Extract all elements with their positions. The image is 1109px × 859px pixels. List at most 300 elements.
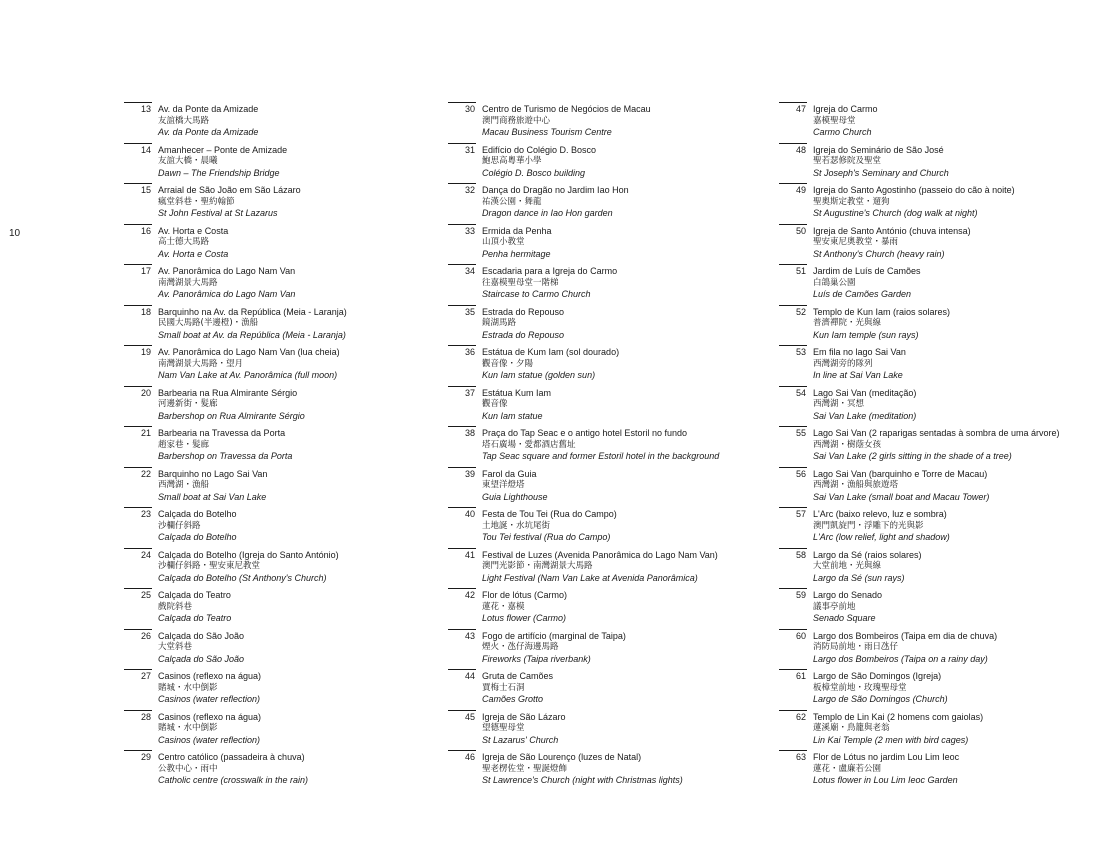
entry-captions <box>813 347 906 382</box>
entry-number: 23 <box>140 509 151 519</box>
caption-english: Av. Horta e Costa <box>158 248 229 259</box>
caption-english: Largo da Sé (sun rays) <box>813 572 905 583</box>
caption-english: Sai Van Lake (small boat and Macau Tower) <box>813 491 990 502</box>
caption-portuguese: Igreja do Carmo <box>813 104 878 114</box>
index-entry <box>124 183 424 224</box>
caption-english: Tap Seac square and former Estoril hotel in the background <box>482 451 720 461</box>
index-entry <box>124 345 424 386</box>
entry-number: 16 <box>140 225 151 236</box>
entry-number: 45 <box>464 711 475 722</box>
caption-portuguese: Flor de Lótus no jardim Lou Lim Ieoc <box>813 752 960 762</box>
index-entry <box>448 426 748 467</box>
index-entry <box>779 426 1079 467</box>
caption-chinese: 蓮溪廟・鳥籠與老翁 <box>813 723 890 733</box>
caption-portuguese: Edifício do Colégio D. Bosco <box>482 144 597 155</box>
caption-chinese: 澳門凱旋門・浮雕下的光與影 <box>813 520 924 531</box>
index-entry <box>779 588 1079 629</box>
entry-rule <box>779 143 807 144</box>
caption-chinese: 土地誕・水坑尾街 <box>482 520 551 531</box>
caption-english: L'Arc (low relief, light and shadow) <box>813 532 950 542</box>
entry-captions <box>813 226 971 261</box>
caption-english: Dawn – The Friendship Bridge <box>158 167 280 178</box>
index-entry <box>124 588 424 629</box>
caption-portuguese: Praça do Tap Seac e o antigo hotel Estoril no fundo <box>482 428 687 438</box>
entry-rule <box>779 183 807 184</box>
entry-rule <box>124 629 152 630</box>
caption-english: Calçada do São João <box>158 653 245 664</box>
caption-portuguese: Jardim de Luís de Camões <box>813 266 921 276</box>
caption-chinese: 普濟禪院・光與線 <box>813 318 882 328</box>
entry-rule <box>779 467 807 468</box>
index-entry <box>779 750 1079 791</box>
caption-portuguese: Barquinho na Av. da República (Meia - Laranja) <box>158 306 347 317</box>
caption-chinese: 賭城・水中倒影 <box>158 723 218 733</box>
caption-english: Fireworks (Taipa riverbank) <box>482 653 591 664</box>
entry-number: 49 <box>795 185 806 195</box>
entry-number: 40 <box>464 509 475 519</box>
entry-captions <box>158 469 267 504</box>
caption-chinese: 瘋堂斜巷・聖約翰節 <box>158 196 235 207</box>
caption-english: Casinos (water reflection) <box>158 694 261 704</box>
entry-number: 43 <box>464 630 475 641</box>
caption-english: Barbershop on Rua Almirante Sérgio <box>158 410 305 421</box>
entry-number: 55 <box>795 428 806 438</box>
entry-number: 62 <box>795 711 806 722</box>
caption-english: Calçada do Botelho (St Anthony's Church) <box>158 572 327 583</box>
caption-english: Luís de Camões Garden <box>813 289 912 299</box>
entry-captions <box>158 266 295 301</box>
index-entry <box>448 750 748 791</box>
index-entry <box>448 467 748 508</box>
entry-number: 53 <box>795 347 806 357</box>
entry-rule <box>779 507 807 508</box>
index-column-2 <box>448 102 748 791</box>
caption-chinese: 戲院斜巷 <box>158 601 193 612</box>
entry-captions <box>482 388 551 423</box>
caption-english: Largo dos Bombeiros (Taipa on a rainy day) <box>813 653 988 664</box>
caption-portuguese: Av. Panorâmica do Lago Nam Van <box>158 266 296 276</box>
entry-captions <box>813 469 989 504</box>
caption-chinese: 消防局前地・雨日氹仔 <box>813 642 899 652</box>
entry-rule <box>124 264 152 265</box>
entry-rule <box>448 426 476 427</box>
caption-portuguese: Igreja de São Lourenço (luzes de Natal) <box>482 752 642 762</box>
entry-captions <box>813 550 922 585</box>
caption-chinese: 鏡湖馬路 <box>482 318 517 328</box>
entry-rule <box>124 426 152 427</box>
caption-portuguese: Casinos (reflexo na água) <box>158 711 262 722</box>
entry-rule <box>779 750 807 751</box>
caption-chinese: 西灣湖・冥想 <box>813 399 865 409</box>
caption-portuguese: Barbearia na Travessa da Porta <box>158 428 286 438</box>
entry-number: 48 <box>795 144 806 155</box>
caption-portuguese: Templo de Kun Iam (raios solares) <box>813 306 951 317</box>
index-entry <box>124 426 424 467</box>
caption-english: Barbershop on Travessa da Porta <box>158 451 293 461</box>
entry-number: 28 <box>140 711 151 722</box>
caption-portuguese: Lago Sai Van (barquinho e Torre de Macau) <box>813 468 988 479</box>
index-entry <box>448 548 748 589</box>
entry-captions <box>482 226 552 261</box>
index-entry <box>779 548 1079 589</box>
index-entry <box>779 629 1079 670</box>
entry-captions <box>482 509 617 544</box>
entry-rule <box>779 264 807 265</box>
caption-chinese: 煙火・氹仔海邊馬路 <box>482 642 559 652</box>
entry-captions <box>482 266 617 301</box>
entry-rule <box>124 386 152 387</box>
caption-portuguese: Ermida da Penha <box>482 225 552 236</box>
entry-captions <box>813 752 959 787</box>
index-entry <box>124 750 424 791</box>
caption-english: St Joseph's Seminary and Church <box>813 167 949 178</box>
entry-captions <box>482 671 553 706</box>
index-entry <box>448 710 748 751</box>
entry-number: 20 <box>140 387 151 398</box>
caption-portuguese: Centro católico (passadeira à chuva) <box>158 752 305 762</box>
entry-rule <box>124 102 152 103</box>
caption-chinese: 觀音像 <box>482 399 508 409</box>
entry-number: 60 <box>795 630 806 641</box>
caption-english: Macau Business Tourism Centre <box>482 127 612 137</box>
entry-captions <box>158 347 340 382</box>
caption-chinese: 嘉模聖母堂 <box>813 115 856 126</box>
caption-portuguese: Gruta de Camões <box>482 671 554 681</box>
caption-english: Av. da Ponte da Amizade <box>158 127 259 137</box>
entry-number: 50 <box>795 225 806 236</box>
entry-captions <box>158 226 228 261</box>
caption-english: St Lawrence's Church (night with Christmas lights) <box>482 775 683 785</box>
entry-captions <box>158 428 292 463</box>
caption-english: Penha hermitage <box>482 248 551 259</box>
caption-portuguese: Estátua de Kum Iam (sol dourado) <box>482 347 620 357</box>
caption-chinese: 高士德大馬路 <box>158 237 210 247</box>
entry-captions <box>158 104 258 139</box>
entry-rule <box>448 386 476 387</box>
entry-captions <box>813 307 950 342</box>
caption-english: Dragon dance in Iao Hon garden <box>482 208 613 218</box>
entry-rule <box>448 183 476 184</box>
index-entry <box>779 669 1079 710</box>
index-entry <box>448 143 748 184</box>
caption-english: Av. Panorâmica do Lago Nam Van <box>158 289 296 299</box>
index-entry <box>124 507 424 548</box>
caption-chinese: 祐漢公園・舞龍 <box>482 196 542 207</box>
caption-english: Kun Iam statue <box>482 410 543 421</box>
caption-chinese: 澳門光影節・南灣湖景大馬路 <box>482 561 593 571</box>
entry-number: 47 <box>795 104 806 114</box>
entry-number: 31 <box>464 144 475 155</box>
index-entry <box>124 305 424 346</box>
caption-portuguese: Igreja do Santo Agostinho (passeio do cão à noite) <box>813 185 1015 195</box>
entry-captions <box>813 631 997 666</box>
caption-portuguese: Casinos (reflexo na água) <box>158 671 262 681</box>
caption-portuguese: Av. Panorâmica do Lago Nam Van (lua cheia) <box>158 347 340 357</box>
caption-chinese: 白鴿巢公園 <box>813 277 856 288</box>
caption-portuguese: Templo de Lin Kai (2 homens com gaiolas) <box>813 711 984 722</box>
entry-captions <box>482 185 629 220</box>
caption-english: Tou Tei festival (Rua do Campo) <box>482 532 611 542</box>
entry-captions <box>158 307 347 342</box>
entry-rule <box>448 548 476 549</box>
entry-number: 27 <box>140 671 151 681</box>
entry-rule <box>779 588 807 589</box>
index-entry <box>448 102 748 143</box>
entry-captions <box>158 388 305 423</box>
index-entry <box>779 345 1079 386</box>
index-entry <box>448 588 748 629</box>
entry-rule <box>124 467 152 468</box>
entry-captions <box>158 712 261 747</box>
entry-rule <box>779 345 807 346</box>
entry-rule <box>124 305 152 306</box>
index-entry <box>124 710 424 751</box>
caption-chinese: 聖奧斯定教堂・遛狗 <box>813 196 890 207</box>
caption-english: Nam Van Lake at Av. Panorâmica (full moon) <box>158 370 338 380</box>
entry-number: 58 <box>795 549 806 560</box>
caption-portuguese: Dança do Dragão no Jardim Iao Hon <box>482 185 629 195</box>
entry-captions <box>482 307 564 342</box>
entry-captions <box>813 671 948 706</box>
caption-portuguese: Igreja de São Lázaro <box>482 711 566 722</box>
caption-portuguese: Farol da Guia <box>482 468 537 479</box>
caption-english: Small boat at Sai Van Lake <box>158 491 267 502</box>
index-entry <box>448 183 748 224</box>
caption-chinese: 友誼橋大馬路 <box>158 115 210 126</box>
caption-chinese: 大堂前地・光與線 <box>813 561 882 571</box>
caption-chinese: 聖老楞佐堂・聖誕燈飾 <box>482 763 568 774</box>
entry-captions <box>813 388 916 423</box>
entry-number: 35 <box>464 306 475 317</box>
caption-english: St Lazarus' Church <box>482 734 559 745</box>
caption-portuguese: Festa de Tou Tei (Rua do Campo) <box>482 509 617 519</box>
caption-portuguese: Calçada do Teatro <box>158 590 231 600</box>
index-entry <box>779 183 1079 224</box>
entry-number: 61 <box>795 671 806 681</box>
caption-portuguese: Escadaria para a Igreja do Carmo <box>482 266 618 276</box>
caption-chinese: 聖安東尼奧教堂・暴雨 <box>813 237 899 247</box>
caption-chinese: 南灣湖景大馬路・望月 <box>158 358 244 369</box>
entry-rule <box>448 345 476 346</box>
caption-english: Lotus flower (Carmo) <box>482 613 567 623</box>
index-entry <box>448 669 748 710</box>
entry-rule <box>779 426 807 427</box>
page-number: 10 <box>9 228 21 239</box>
entry-number: 41 <box>464 549 475 560</box>
caption-chinese: 沙欄仔斜路 <box>158 520 201 531</box>
entry-number: 51 <box>795 266 806 276</box>
caption-english: Calçada do Botelho <box>158 532 237 542</box>
index-entry <box>448 305 748 346</box>
entry-number: 56 <box>795 468 806 479</box>
index-entry <box>448 224 748 265</box>
entry-number: 30 <box>464 104 475 114</box>
caption-portuguese: Festival de Luzes (Avenida Panorâmica do Lago Nam Van) <box>482 549 718 560</box>
entry-rule <box>124 750 152 751</box>
entry-rule <box>448 264 476 265</box>
entry-rule <box>779 305 807 306</box>
caption-english: Lotus flower in Lou Lim Ieoc Garden <box>813 775 958 785</box>
entry-rule <box>448 750 476 751</box>
index-entry <box>448 386 748 427</box>
entry-number: 32 <box>464 185 475 195</box>
caption-english: Largo de São Domingos (Church) <box>813 694 948 704</box>
entry-number: 54 <box>795 387 806 398</box>
entry-number: 34 <box>464 266 475 276</box>
entry-number: 24 <box>140 549 151 560</box>
caption-portuguese: Estrada do Repouso <box>482 306 565 317</box>
entry-number: 39 <box>464 468 475 479</box>
entry-captions <box>813 104 878 139</box>
caption-english: Senado Square <box>813 613 876 623</box>
entry-captions <box>158 671 261 706</box>
entry-rule <box>779 548 807 549</box>
caption-english: Kun Iam statue (golden sun) <box>482 370 596 380</box>
index-entry <box>779 264 1079 305</box>
entry-captions <box>813 266 921 301</box>
entry-captions <box>482 428 719 463</box>
index-entry <box>124 224 424 265</box>
caption-portuguese: Largo dos Bombeiros (Taipa em dia de chuva) <box>813 630 998 641</box>
caption-chinese: 望德聖母堂 <box>482 723 525 733</box>
entry-number: 19 <box>140 347 151 357</box>
entry-captions <box>482 550 718 585</box>
entry-number: 57 <box>795 509 806 519</box>
caption-chinese: 西灣湖・漁船 <box>158 480 210 490</box>
entry-number: 17 <box>140 266 151 276</box>
entry-rule <box>779 386 807 387</box>
caption-english: Guia Lighthouse <box>482 491 548 502</box>
entry-captions <box>482 347 619 382</box>
caption-chinese: 大堂斜巷 <box>158 642 193 652</box>
entry-number: 42 <box>464 590 475 600</box>
caption-english: St John Festival at St Lazarus <box>158 208 278 218</box>
caption-portuguese: Largo do Senado <box>813 590 883 600</box>
entry-captions <box>813 145 949 180</box>
entry-number: 44 <box>464 671 475 681</box>
entry-captions <box>158 145 287 180</box>
index-entry <box>124 548 424 589</box>
caption-portuguese: Calçada do São João <box>158 630 245 641</box>
caption-portuguese: Largo de São Domingos (Igreja) <box>813 671 942 681</box>
caption-chinese: 往嘉模聖母堂一階梯 <box>482 277 559 288</box>
caption-chinese: 賭城・水中倒影 <box>158 682 218 693</box>
entry-number: 15 <box>140 185 151 195</box>
entry-rule <box>124 224 152 225</box>
index-entry <box>448 629 748 670</box>
entry-number: 38 <box>464 428 475 438</box>
entry-rule <box>124 183 152 184</box>
entry-number: 29 <box>140 752 151 762</box>
entry-rule <box>448 588 476 589</box>
caption-chinese: 議事亭前地 <box>813 601 856 612</box>
index-entry <box>124 629 424 670</box>
index-entry <box>124 669 424 710</box>
entry-captions <box>482 145 596 180</box>
entry-rule <box>448 224 476 225</box>
caption-chinese: 塔石廣場・愛都酒店舊址 <box>482 439 576 450</box>
entry-rule <box>448 669 476 670</box>
index-entry <box>779 305 1079 346</box>
caption-chinese: 蓮花・盧廉若公園 <box>813 763 882 774</box>
caption-english: St Augustine's Church (dog walk at night) <box>813 208 978 218</box>
caption-english: St Anthony's Church (heavy rain) <box>813 248 945 259</box>
entry-rule <box>124 669 152 670</box>
entry-captions <box>482 469 548 504</box>
caption-english: Carmo Church <box>813 127 872 137</box>
entry-captions <box>158 509 237 544</box>
entry-number: 13 <box>140 104 151 114</box>
caption-portuguese: Barbearia na Rua Almirante Sérgio <box>158 387 298 398</box>
caption-chinese: 板樟堂前地・玫瑰聖母堂 <box>813 682 907 693</box>
entry-number: 26 <box>140 630 151 641</box>
index-entry <box>448 507 748 548</box>
entry-number: 52 <box>795 306 806 317</box>
index-column-3 <box>779 102 1079 791</box>
caption-chinese: 西灣湖・漁船與旅遊塔 <box>813 480 899 490</box>
caption-chinese: 賈梅士石洞 <box>482 682 525 693</box>
caption-portuguese: Fogo de artifício (marginal de Taipa) <box>482 630 626 641</box>
caption-chinese: 趙家巷・髮廊 <box>158 439 210 450</box>
entry-rule <box>448 710 476 711</box>
entry-captions <box>158 590 231 625</box>
caption-chinese: 沙欄仔斜路・聖安東尼教堂 <box>158 561 261 571</box>
caption-chinese: 公教中心・雨中 <box>158 763 218 774</box>
caption-portuguese: Lago Sai Van (2 raparigas sentadas à sombra de uma árvore) <box>813 428 1060 438</box>
entry-captions <box>813 185 1015 220</box>
caption-english: Estrada do Repouso <box>482 329 565 340</box>
caption-english: Staircase to Carmo Church <box>482 289 591 299</box>
index-entry <box>779 224 1079 265</box>
entry-captions <box>158 752 308 787</box>
entry-rule <box>448 102 476 103</box>
entry-rule <box>124 548 152 549</box>
caption-portuguese: Amanhecer – Ponte de Amizade <box>158 144 288 155</box>
caption-english: Lin Kai Temple (2 men with bird cages) <box>813 734 969 745</box>
entry-rule <box>124 588 152 589</box>
entry-number: 18 <box>140 306 151 317</box>
entry-captions <box>482 752 683 787</box>
entry-rule <box>779 710 807 711</box>
caption-chinese: 西灣湖旁的隊列 <box>813 358 873 369</box>
caption-english: Kun Iam temple (sun rays) <box>813 329 919 340</box>
entry-rule <box>124 345 152 346</box>
entry-captions <box>813 590 882 625</box>
caption-portuguese: Flor de lótus (Carmo) <box>482 590 568 600</box>
entry-rule <box>124 507 152 508</box>
entry-rule <box>448 467 476 468</box>
caption-chinese: 蓮花・嘉模 <box>482 601 525 612</box>
caption-chinese: 山頂小教堂 <box>482 237 525 247</box>
entry-captions <box>813 509 950 544</box>
caption-chinese: 澳門商務旅遊中心 <box>482 115 551 126</box>
entry-number: 36 <box>464 347 475 357</box>
index-entry <box>124 386 424 427</box>
caption-portuguese: Barquinho no Lago Sai Van <box>158 468 268 479</box>
caption-english: Casinos (water reflection) <box>158 734 261 745</box>
entry-number: 46 <box>464 752 475 762</box>
caption-portuguese: Estátua Kum Iam <box>482 387 552 398</box>
caption-english: Sai Van Lake (meditation) <box>813 410 917 421</box>
entry-rule <box>448 143 476 144</box>
entry-captions <box>158 550 339 585</box>
entry-captions <box>482 104 651 139</box>
index-entry <box>779 143 1079 184</box>
caption-portuguese: Calçada do Botelho <box>158 509 237 519</box>
index-entry <box>124 143 424 184</box>
caption-english: Small boat at Av. da República (Meia - Laranja) <box>158 329 346 340</box>
index-column-1 <box>124 102 424 791</box>
